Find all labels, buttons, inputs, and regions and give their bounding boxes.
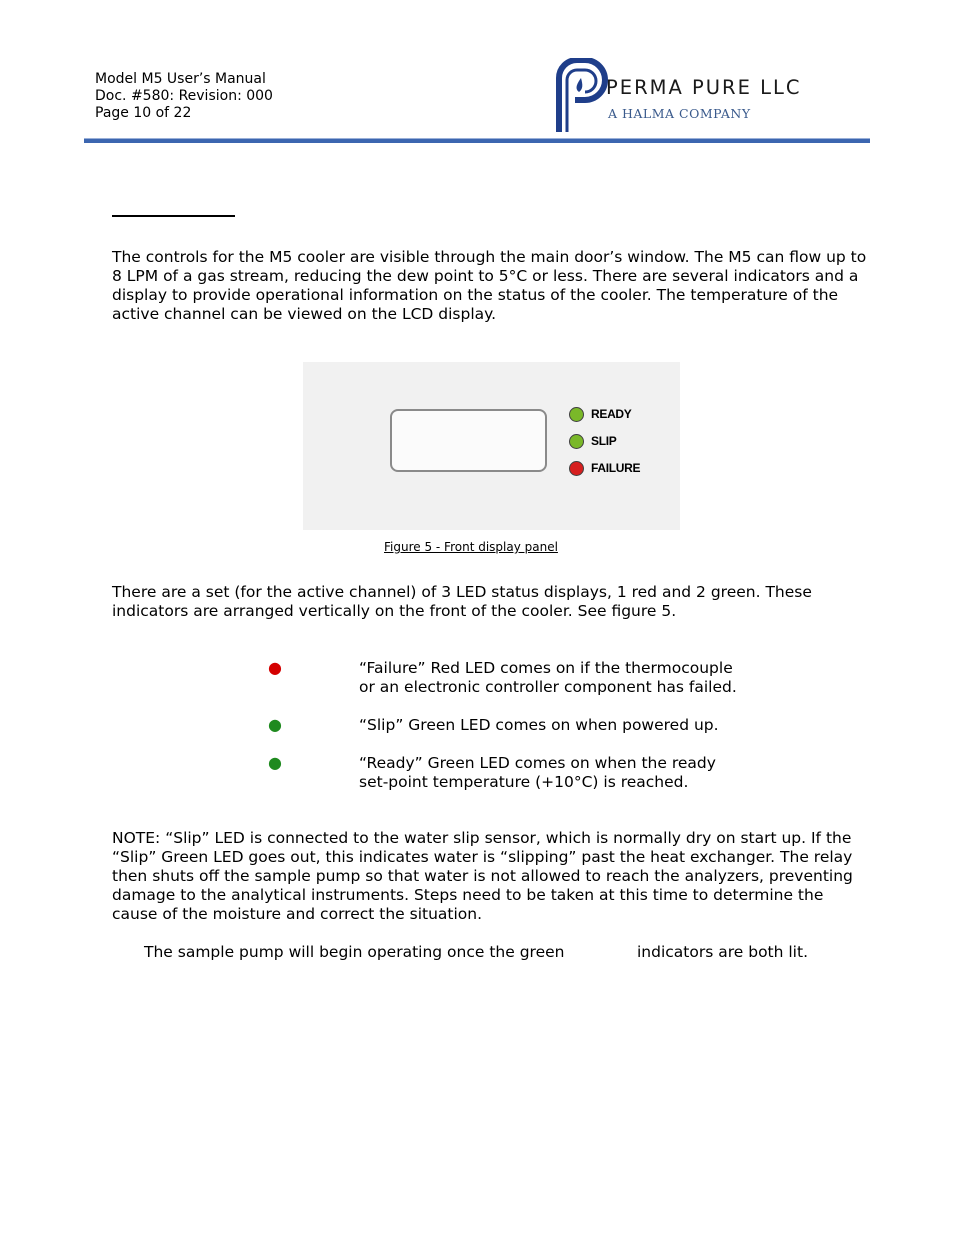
bullet-slip-text: “Slip” Green LED comes on when powered up. <box>359 716 719 734</box>
pump-note-start: The sample pump will begin operating once the green <box>144 943 565 961</box>
bullet-ready-text: “Ready” Green LED comes on when the ready set-point temperature (+10°C) is reached. <box>359 754 716 791</box>
status-intro-paragraph: There are a set (for the active channel) of 3 LED status displays, 1 red and 2 green. These indicators are arranged vertically on the front of the cooler. See figure 5. <box>112 583 812 620</box>
company-subtitle: A HALMA COMPANY <box>608 106 751 121</box>
slip-led-icon <box>569 434 584 449</box>
document-meta <box>95 71 273 122</box>
led-label-failure: FAILURE <box>591 461 641 475</box>
led-label-slip: SLIP <box>591 434 617 448</box>
failure-led-icon <box>569 461 584 476</box>
lcd-display <box>390 409 547 472</box>
bullet-green-icon: ● <box>268 753 282 772</box>
led-label-ready: READY <box>591 407 632 421</box>
manual-title: Model M5 User’s Manual <box>95 71 266 87</box>
header-rule <box>84 138 870 143</box>
doc-revision: Doc. #580: Revision: 000 <box>95 88 273 104</box>
intro-paragraph: The controls for the M5 cooler are visible through the main door’s window. The M5 can flow up to 8 LPM of a gas stream, reducing the dew point to 5°C or less. There are several indicators and a display to provide operational information on the status of the cooler. The temperature of the active channel can be viewed on the LCD display. <box>112 248 867 323</box>
company-name: PERMA PURE LLC <box>606 76 802 99</box>
figure-caption: Figure 5 - Front display panel <box>384 540 558 554</box>
ready-led-icon <box>569 407 584 422</box>
section-heading-underline <box>112 215 235 217</box>
note-paragraph: NOTE: “Slip” LED is connected to the water slip sensor, which is normally dry on start up. If the “Slip” Green LED goes out, this indicates water is “slipping” past the heat exchanger. The relay then shuts off the sample pump so that water is not allowed to reach the analyzers, preventing damage to the analytical instruments. Steps need to be taken at this time to determine the cause of the moisture and correct the situation. <box>112 829 853 923</box>
bullet-failure-text: “Failure” Red LED comes on if the thermocouple or an electronic controller component has failed. <box>359 659 737 696</box>
bullet-red-icon: ● <box>268 658 282 677</box>
bullet-green-icon: ● <box>268 715 282 734</box>
page-number: Page 10 of 22 <box>95 105 192 121</box>
pump-note-end: indicators are both lit. <box>637 943 808 961</box>
